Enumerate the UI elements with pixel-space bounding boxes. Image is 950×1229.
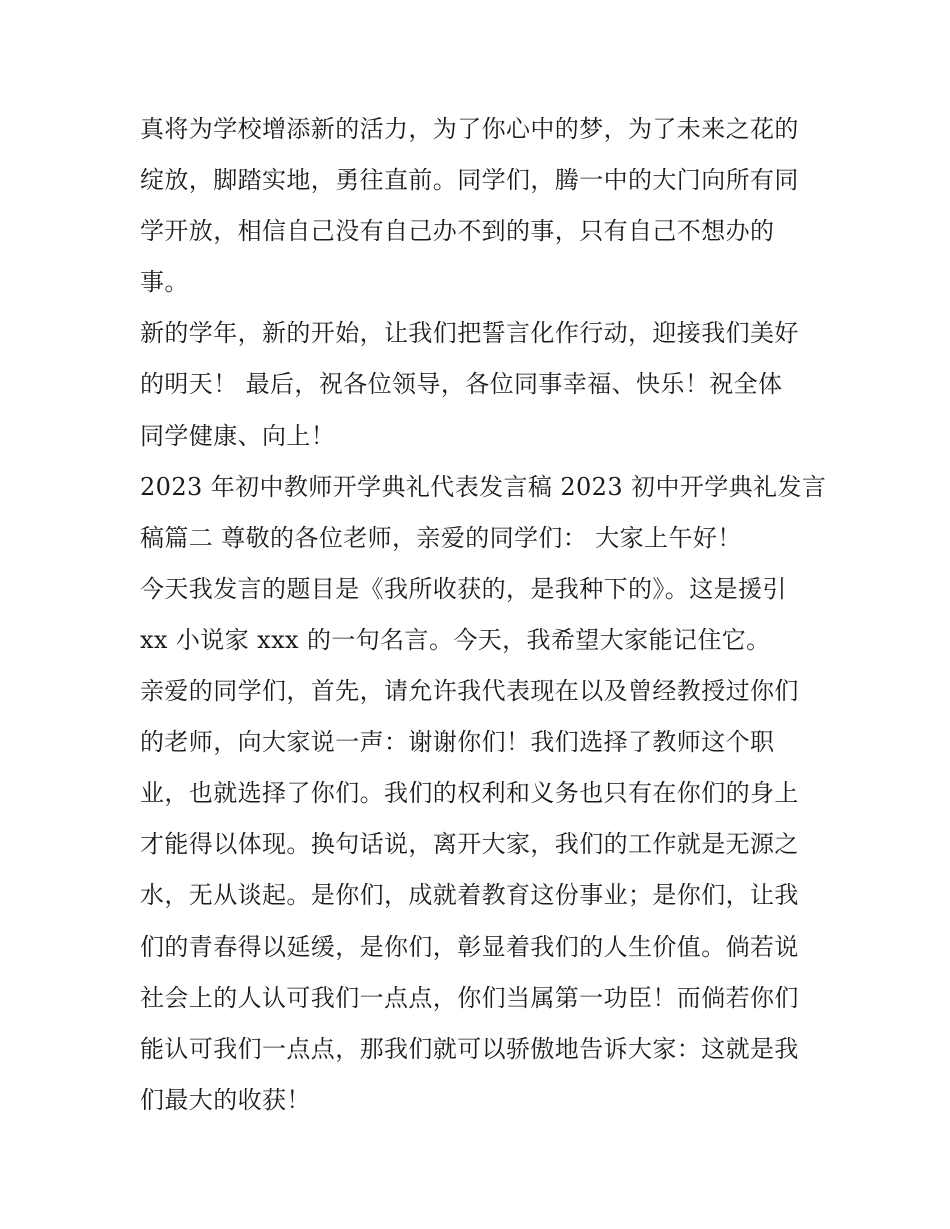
text-line: 们最大的收获！ (140, 1085, 311, 1114)
text-line: 事。 (140, 268, 189, 297)
text-line: 同学健康、向上！ (140, 421, 336, 450)
text-line: 的明天！ 最后，祝各位领导，各位同事幸福、快乐！祝全体 (140, 370, 783, 399)
text-line: 新的学年，新的开始，让我们把誓言化作行动，迎接我们美好 (140, 319, 799, 348)
text-line: 能认可我们一点点，那我们就可以骄傲地告诉大家：这就是我 (140, 1034, 799, 1063)
text-line: 学开放，相信自己没有自己办不到的事，只有自己不想办的 (140, 217, 775, 246)
body-text (140, 104, 830, 1126)
text-line: 稿篇二 尊敬的各位老师，亲爱的同学们： 大家上午好！ (140, 523, 742, 552)
text-line: 绽放，脚踏实地，勇往直前。同学们，腾一中的大门向所有同 (140, 166, 799, 195)
text-line: 2023 年初中教师开学典礼代表发言稿 2023 初中开学典礼发言 (140, 472, 827, 501)
text-line: 今天我发言的题目是《我所收获的，是我种下的》。这是援引 (140, 574, 787, 603)
text-line: 才能得以体现。换句话说，离开大家，我们的工作就是无源之 (140, 830, 799, 859)
text-line: 业，也就选择了你们。我们的权利和义务也只有在你们的身上 (140, 779, 799, 808)
text-line: 亲爱的同学们，首先，请允许我代表现在以及曾经教授过你们 (140, 677, 799, 706)
text-line: xx 小说家 xxx 的一句名言。今天，我希望大家能记住它。 (140, 625, 771, 654)
text-line: 水，无从谈起。是你们，成就着教育这份事业；是你们，让我 (140, 881, 799, 910)
text-line: 真将为学校增添新的活力，为了你心中的梦，为了未来之花的 (140, 115, 799, 143)
text-line: 们的青春得以延缓，是你们，彰显着我们的人生价值。倘若说 (140, 932, 799, 961)
text-line: 的老师，向大家说一声：谢谢你们！我们选择了教师这个职 (140, 728, 775, 757)
text-line: 社会上的人认可我们一点点，你们当属第一功臣！而倘若你们 (140, 983, 799, 1012)
